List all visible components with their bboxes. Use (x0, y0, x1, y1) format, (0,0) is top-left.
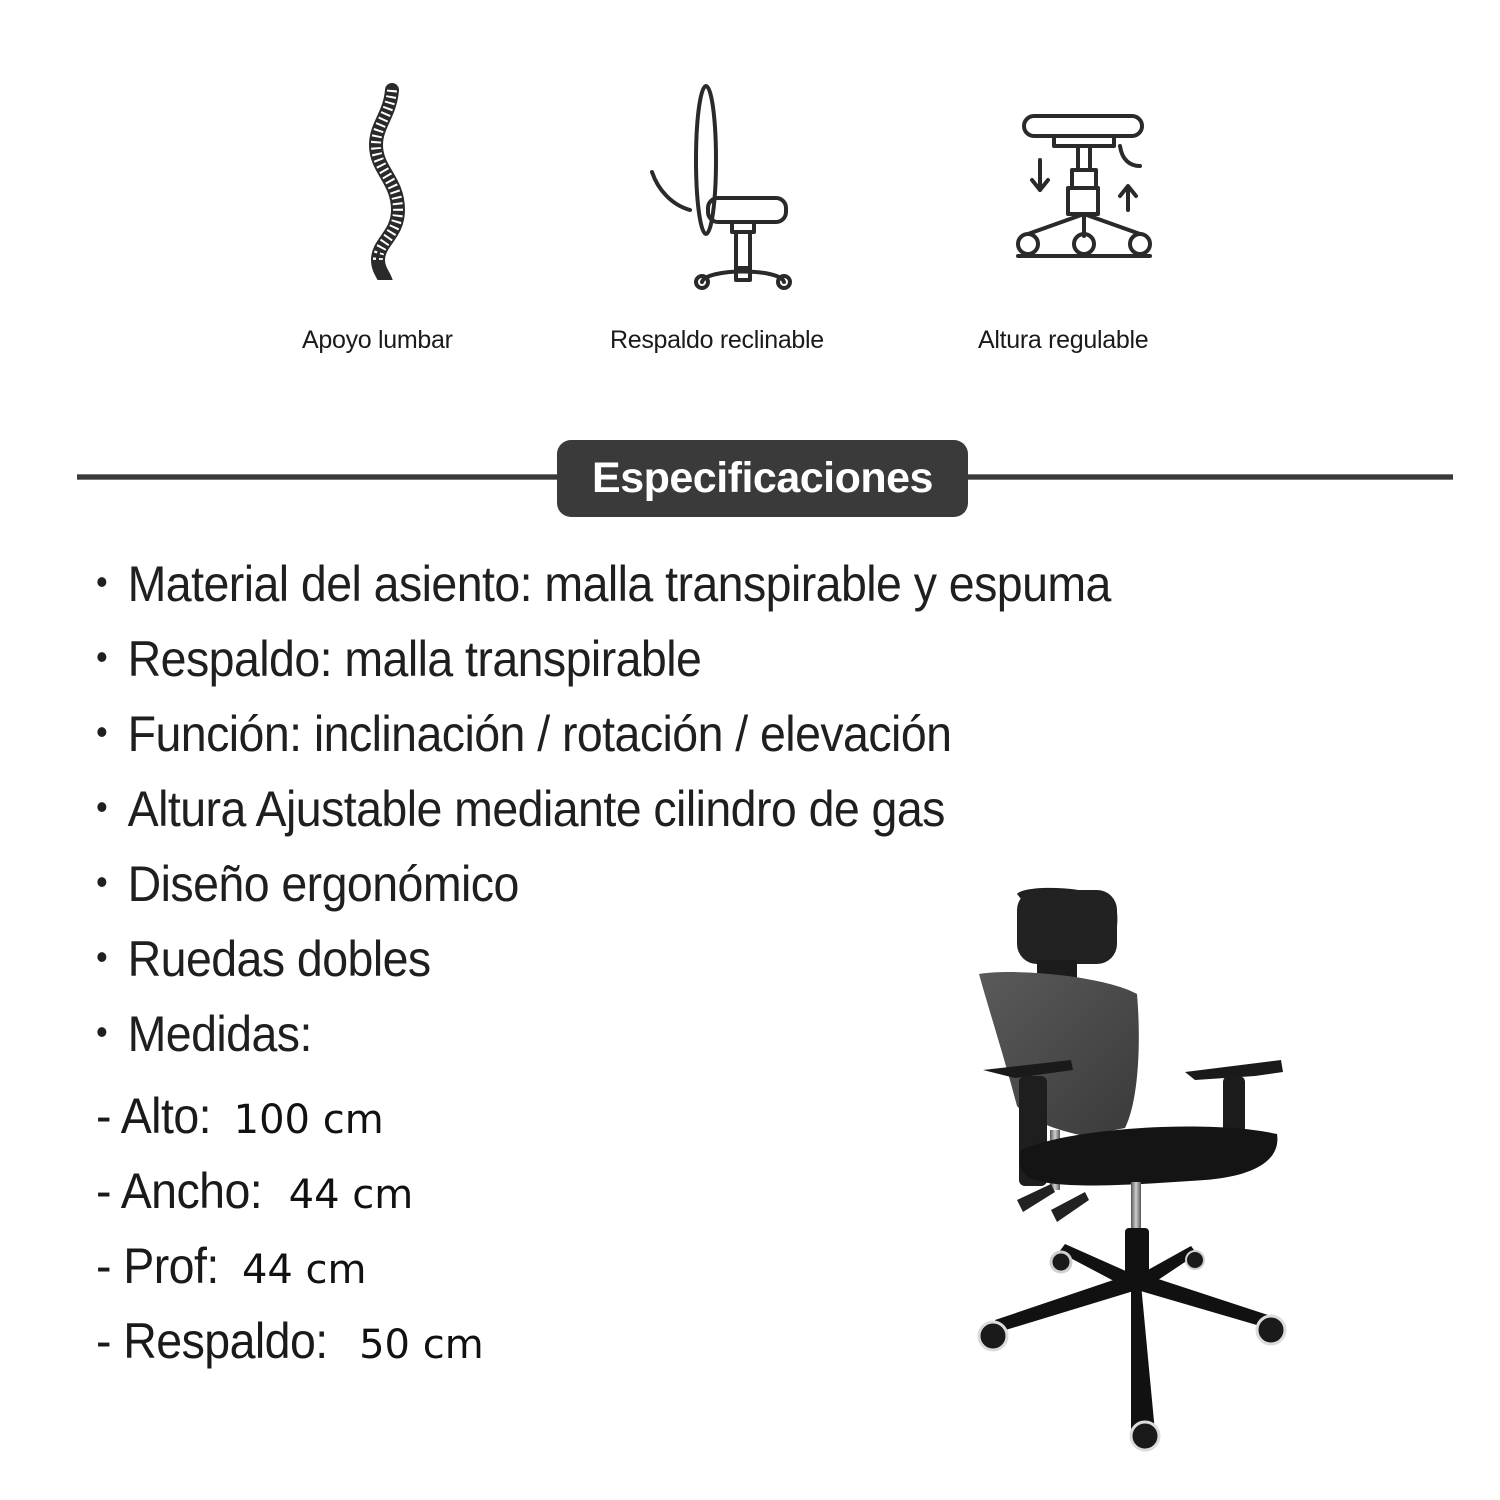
measurement-value: 100 cm (233, 1097, 384, 1143)
bullet-icon: • (96, 1011, 108, 1052)
feature-height (1010, 70, 1160, 270)
office-chair-image (955, 880, 1295, 1460)
measurement-value: 50 cm (359, 1322, 484, 1368)
bullet-icon: • (96, 561, 108, 602)
divider-right (966, 474, 1453, 480)
bullet-icon: • (96, 711, 108, 752)
measurement-label: - Ancho: (96, 1163, 263, 1219)
measurement-list (96, 1084, 484, 1384)
feature-reclining (640, 70, 800, 300)
product-image-office-chair (955, 880, 1295, 1460)
bullet-icon: • (96, 861, 108, 902)
spec-item (96, 777, 1111, 852)
bullet-icon: • (96, 786, 108, 827)
reclining-chair-icon (640, 70, 800, 300)
bullet-icon: • (96, 936, 108, 977)
measurement-ancho (96, 1159, 484, 1234)
measurement-alto (96, 1084, 484, 1159)
spec-text: Función: inclinación / rotación / elevación (127, 706, 952, 762)
spec-text: Medidas: (127, 1006, 312, 1062)
measurement-value: 44 cm (288, 1172, 414, 1218)
spec-text: Material del asiento: malla transpirable y espuma (127, 556, 1111, 612)
feature-label-height: Altura regulable (978, 326, 1149, 354)
section-title: Especificaciones (557, 440, 968, 517)
spec-text: Respaldo: malla transpirable (127, 631, 702, 687)
bullet-icon: • (96, 636, 108, 677)
feature-label-reclining: Respaldo reclinable (610, 326, 824, 354)
measurement-prof (96, 1234, 484, 1309)
height-adjust-icon (1010, 70, 1160, 270)
spec-text: Diseño ergonómico (127, 856, 519, 912)
measurement-label: - Respaldo: (96, 1313, 328, 1369)
feature-lumbar (340, 70, 440, 280)
measurement-label: - Alto: (96, 1088, 211, 1144)
measurement-respaldo (96, 1309, 484, 1384)
spine-icon (340, 70, 440, 280)
spec-item (96, 702, 1111, 777)
measurement-label: - Prof: (96, 1238, 219, 1294)
feature-label-lumbar: Apoyo lumbar (302, 326, 453, 354)
divider-left (77, 474, 559, 480)
spec-item (96, 552, 1111, 627)
spec-item (96, 627, 1111, 702)
spec-text: Altura Ajustable mediante cilindro de gas (127, 781, 945, 837)
measurement-value: 44 cm (241, 1247, 367, 1293)
spec-text: Ruedas dobles (127, 931, 431, 987)
